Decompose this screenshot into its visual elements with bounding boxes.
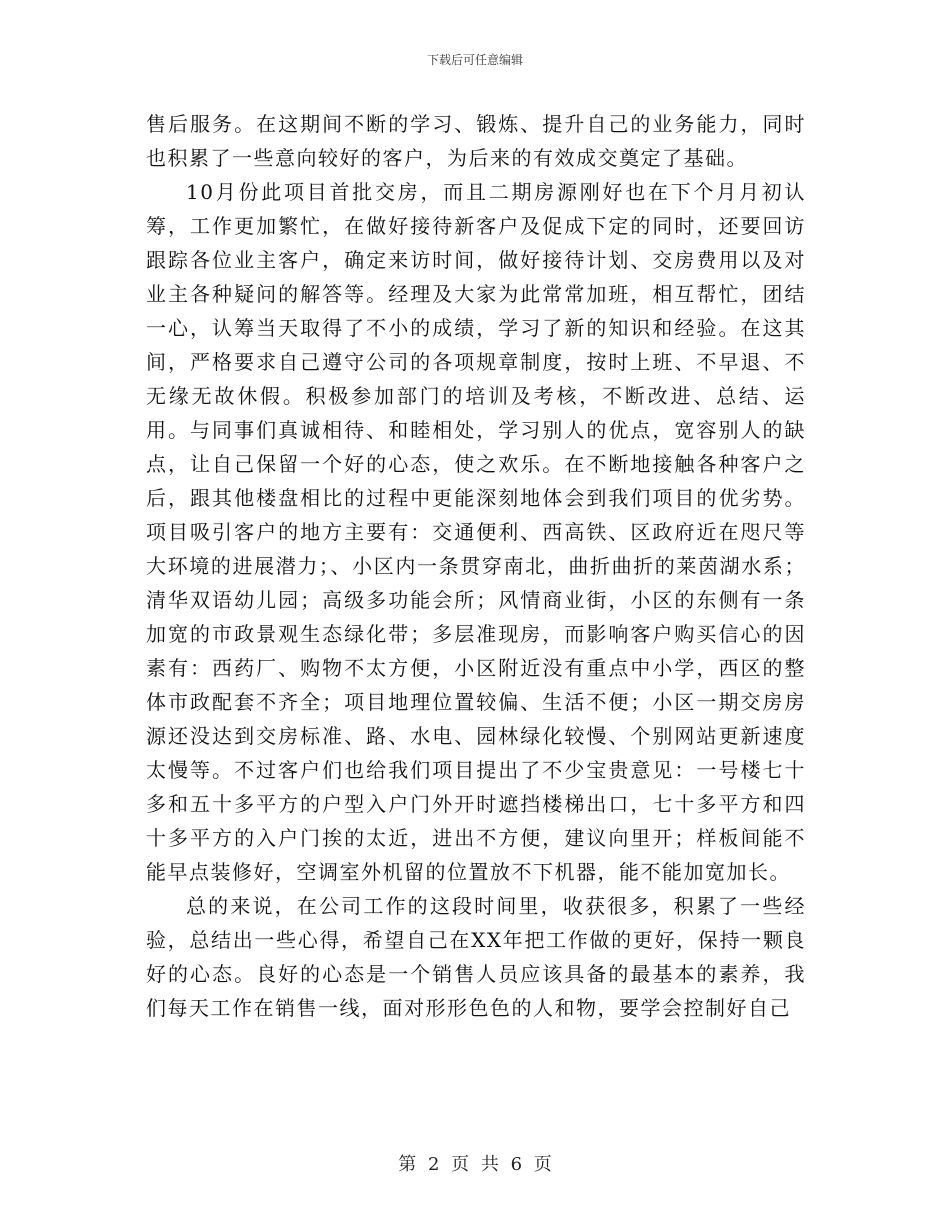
page-header: 下载后可任意编辑: [426, 53, 523, 67]
paragraph-continuation: 售后服务。在这期间不断的学习、锻炼、提升自己的业务能力，同时也积累了一些意向较好的客户，为后来的有效成交奠定了基础。: [146, 112, 806, 170]
paragraph-summary: 总的来说，在公司工作的这段时间里，收获很多，积累了一些经验，总结出一些心得，希望自己在XX年把工作做的更好，保持一颗良好的心态。良好的心态是一个销售人员应该具备的最基本的素养，我们每天工作在销售一线，面对形形色色的人和物，要学会控制好自己: [146, 894, 806, 1020]
paragraph-main: 10月份此项目首批交房，而且二期房源刚好也在下个月月初认筹，工作更加繁忙，在做好接待新客户及促成下定的同时，还要回访跟踪各位业主客户，确定来访时间，做好接待计划、交房费用以及对业主各种疑问的解答等。经理及大家为此常常加班，相互帮忙，团结一心，认筹当天取得了不小的成绩，学习了新的知识和经验。在这其间，严格要求自己遵守公司的各项规章制度，按时上班、不早退、不无缘无故休假。积极参加部门的培训及考核，不断改进、总结、运用。与同事们真诚相待、和睦相处，学习别人的优点，宽容别人的缺点，让自己保留一个好的心态，使之欢乐。在不断地接触各种客户之后，跟其他楼盘相比的过程中更能深刻地体会到我们项目的优劣势。项目吸引客户的地方主要有：交通便利、西高铁、区政府近在咫尺等大环境的进展潜力；、小区内一条贯穿南北，曲折曲折的莱茵湖水系；清华双语幼儿园；高级多功能会所；风情商业街，小区的东侧有一条加宽的市政景观生态绿化带；多层准现房，而影响客户购买信心的因素有：西药厂、购物不太方便，小区附近没有重点中小学，西区的整体市政配套不齐全；项目地理位置较偏、生活不便；小区一期交房房源还没达到交房标准、路、水电、园林绿化较慢、个别网站更新速度太慢等。不过客户们也给我们项目提出了不少宝贵意见：一号楼七十多和五十多平方的户型入户门外开时遮挡楼梯出口，七十多平方和四十多平方的入户门挨的太近，进出不方便，建议向里开；样板间能不能早点装修好，空调室外机留的位置放不下机器，能不能加宽加长。: [146, 180, 806, 884]
page-number: 第 2 页 共 6 页: [398, 1154, 552, 1175]
document-body: [146, 107, 806, 1025]
